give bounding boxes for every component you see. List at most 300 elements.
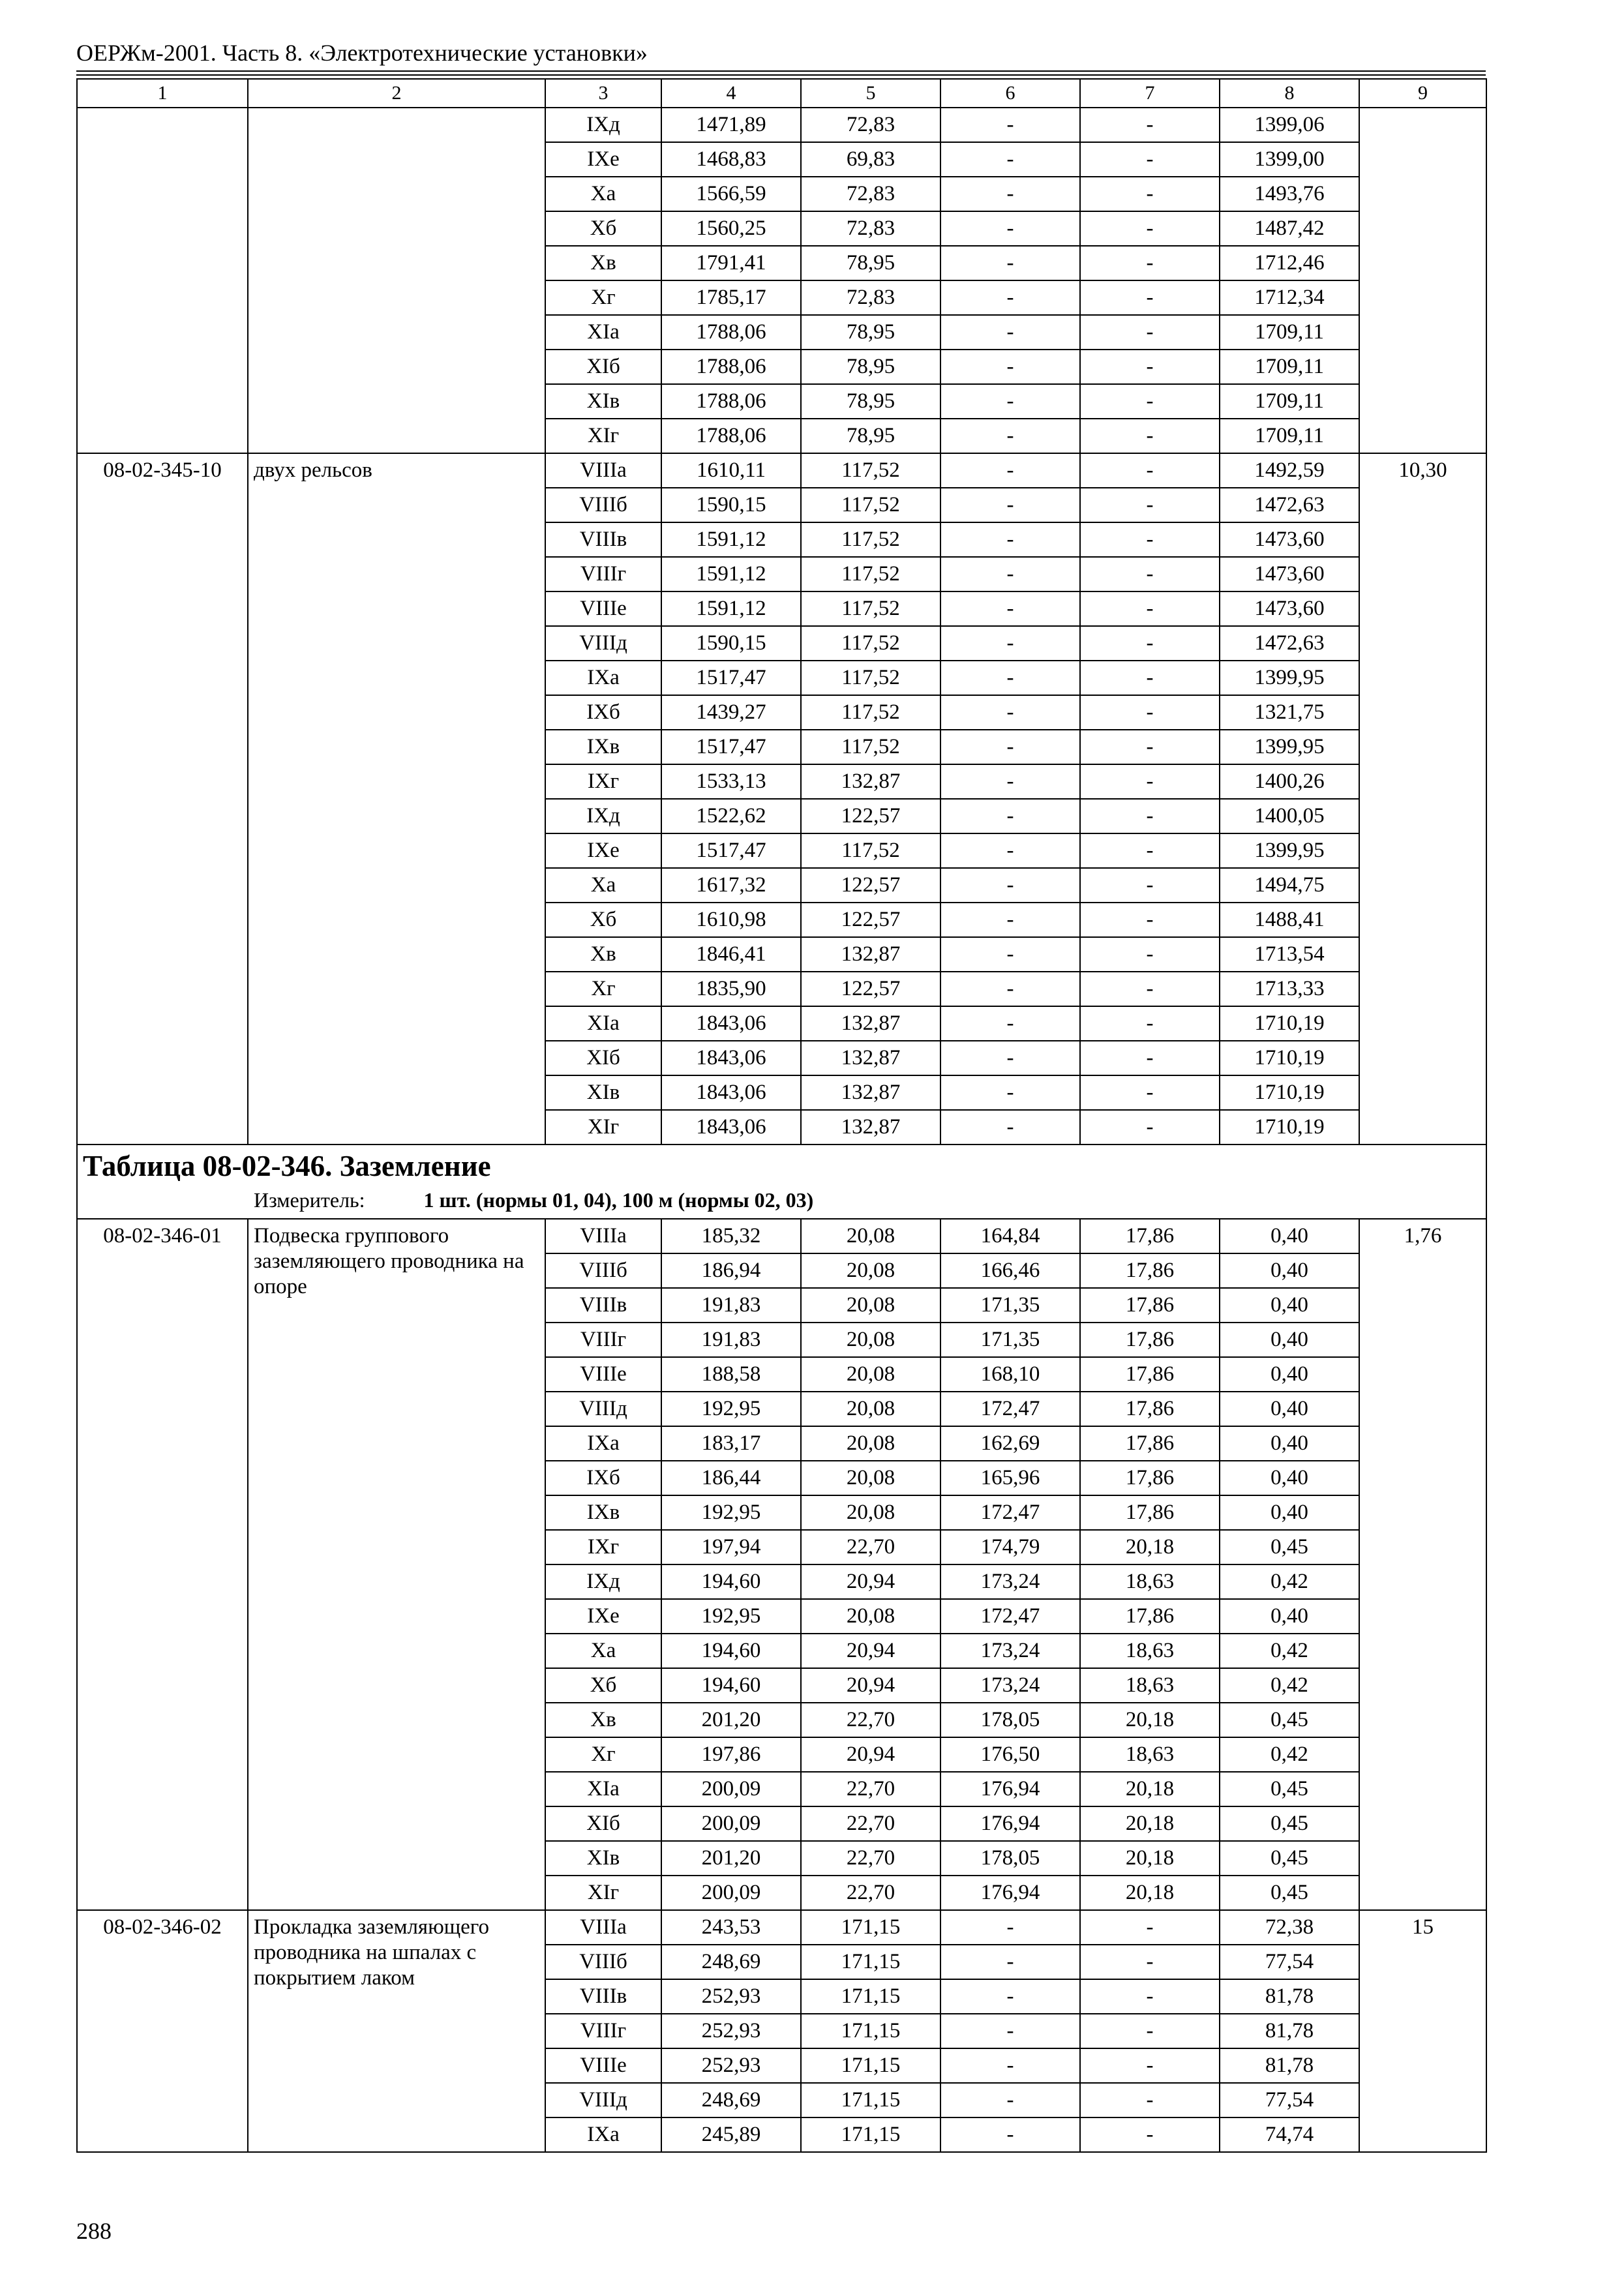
table-cell: 164,84 [940,1219,1080,1253]
table-cell: 0,40 [1220,1253,1359,1288]
table-cell: - [1080,1979,1220,2014]
table-cell: - [1080,557,1220,591]
table-cell: 1846,41 [661,937,801,972]
table-cell: IXв [545,730,661,764]
table-cell: - [940,142,1080,177]
column-number: 4 [661,79,801,108]
table-cell: 178,05 [940,1841,1080,1876]
table-cell: 1788,06 [661,419,801,453]
table-cell: 0,40 [1220,1219,1359,1253]
work-description: Подвеска группового заземляющего проводника на опоре [248,1219,545,1910]
table-cell: 171,15 [801,2048,940,2083]
table-cell: VIIIд [545,626,661,661]
table-cell: XIв [545,384,661,419]
table-cell: 200,09 [661,1806,801,1841]
table-cell: 1473,60 [1220,522,1359,557]
table-cell: 1471,89 [661,108,801,142]
table-cell: - [940,937,1080,972]
table-cell: VIIIг [545,557,661,591]
table-cell: 20,08 [801,1288,940,1323]
table-cell: 1399,95 [1220,833,1359,868]
page-number: 288 [76,2218,112,2244]
table-cell: - [1080,1945,1220,1979]
table-cell: Xа [545,1634,661,1668]
table-cell: 0,42 [1220,1737,1359,1772]
table-cell: Xа [545,868,661,903]
header-rule-secondary [76,74,1486,76]
table-cell: - [1080,2083,1220,2117]
table-cell: 1788,06 [661,350,801,384]
table-cell: 171,15 [801,2014,940,2048]
table-cell: 17,86 [1080,1426,1220,1461]
work-description [248,108,545,453]
table-cell: 22,70 [801,1841,940,1876]
table-cell: 1488,41 [1220,903,1359,937]
table-cell: 1321,75 [1220,695,1359,730]
table-cell: XIг [545,1110,661,1144]
table-cell: 72,83 [801,177,940,211]
table-cell: 18,63 [1080,1737,1220,1772]
table-cell: 0,42 [1220,1634,1359,1668]
table-cell: - [1080,2117,1220,2152]
table-cell: 17,86 [1080,1599,1220,1634]
table-cell: 1843,06 [661,1006,801,1041]
table-cell: 17,86 [1080,1253,1220,1288]
table-cell: 1517,47 [661,661,801,695]
table-cell: Xв [545,1703,661,1737]
table-cell: XIг [545,1876,661,1910]
table-cell: 78,95 [801,246,940,280]
table-cell: VIIIа [545,453,661,488]
table-cell: - [1080,350,1220,384]
table-cell: 0,45 [1220,1841,1359,1876]
column-9-value [1359,108,1486,453]
column-number: 5 [801,79,940,108]
table-cell: - [940,350,1080,384]
table-cell: XIа [545,1772,661,1806]
table-cell: 1709,11 [1220,315,1359,350]
table-cell: 194,60 [661,1634,801,1668]
table-cell: 20,08 [801,1495,940,1530]
table-cell: - [1080,211,1220,246]
table-cell: - [940,315,1080,350]
table-cell: - [940,108,1080,142]
table-cell: 1713,33 [1220,972,1359,1006]
table-cell: - [940,384,1080,419]
table-cell: - [940,1945,1080,1979]
table-cell: 22,70 [801,1530,940,1564]
table-cell: 78,95 [801,384,940,419]
table-cell: 1517,47 [661,730,801,764]
table-cell: 20,18 [1080,1841,1220,1876]
table-cell: 1399,00 [1220,142,1359,177]
table-cell: - [1080,2048,1220,2083]
table-cell: 192,95 [661,1495,801,1530]
table-cell: 117,52 [801,661,940,695]
table-cell: 1843,06 [661,1110,801,1144]
table-cell: IXд [545,799,661,833]
table-cell: 20,08 [801,1253,940,1288]
table-title: Таблица 08-02-346. Заземление [83,1150,491,1182]
table-cell: 20,18 [1080,1806,1220,1841]
column-number: 8 [1220,79,1359,108]
table-cell: 197,94 [661,1530,801,1564]
column-number: 3 [545,79,661,108]
table-cell: Xг [545,280,661,315]
measure-label: Измеритель: [254,1188,365,1212]
table-cell: 1785,17 [661,280,801,315]
table-cell: 185,32 [661,1219,801,1253]
table-cell: IXе [545,142,661,177]
table-cell: 1788,06 [661,315,801,350]
table-cell: 1473,60 [1220,557,1359,591]
table-cell: - [940,1110,1080,1144]
table-cell: IXе [545,833,661,868]
table-cell: 1709,11 [1220,419,1359,453]
table-cell: VIIIд [545,1392,661,1426]
table-cell: 197,86 [661,1737,801,1772]
table-cell: 1591,12 [661,557,801,591]
table-cell: 172,47 [940,1392,1080,1426]
table-cell: VIIIб [545,1253,661,1288]
table-cell: 176,94 [940,1876,1080,1910]
rates-table-body [77,79,1486,2152]
table-cell: XIа [545,315,661,350]
table-cell: 171,35 [940,1323,1080,1357]
table-cell: 1566,59 [661,177,801,211]
table-cell: - [940,695,1080,730]
table-cell: 1712,34 [1220,280,1359,315]
table-cell: 20,18 [1080,1876,1220,1910]
table-cell: 18,63 [1080,1634,1220,1668]
table-cell: 252,93 [661,1979,801,2014]
table-cell: 1493,76 [1220,177,1359,211]
column-number: 1 [77,79,248,108]
table-cell: 77,54 [1220,1945,1359,1979]
table-cell: - [940,488,1080,522]
table-cell: 1709,11 [1220,384,1359,419]
table-cell: VIIIв [545,1979,661,2014]
table-cell: 1791,41 [661,246,801,280]
table-cell: 20,94 [801,1564,940,1599]
table-cell: 18,63 [1080,1668,1220,1703]
table-cell: 1522,62 [661,799,801,833]
table-title-cell [77,1144,1486,1219]
table-cell: 176,50 [940,1737,1080,1772]
norm-code: 08-02-346-02 [77,1910,248,2152]
work-description: двух рельсов [248,453,545,1144]
table-cell: 1439,27 [661,695,801,730]
table-cell: VIIIе [545,1357,661,1392]
table-cell: - [1080,661,1220,695]
table-cell: 1710,19 [1220,1110,1359,1144]
table-cell: 1709,11 [1220,350,1359,384]
table-cell: 1590,15 [661,488,801,522]
table-cell: 1492,59 [1220,453,1359,488]
table-cell: Xг [545,1737,661,1772]
table-cell: Xб [545,903,661,937]
table-cell: - [1080,1075,1220,1110]
table-cell: 1400,26 [1220,764,1359,799]
table-cell: 20,08 [801,1392,940,1426]
table-cell: 78,95 [801,315,940,350]
table-cell: 172,47 [940,1495,1080,1530]
table-cell: - [1080,246,1220,280]
table-cell: 248,69 [661,2083,801,2117]
table-cell: - [940,591,1080,626]
table-cell: 1399,06 [1220,108,1359,142]
table-cell: 1494,75 [1220,868,1359,903]
table-cell: VIIIб [545,1945,661,1979]
table-cell: 1712,46 [1220,246,1359,280]
table-cell: 0,40 [1220,1426,1359,1461]
table-cell: 172,47 [940,1599,1080,1634]
table-cell: 171,15 [801,1910,940,1945]
table-cell: 1713,54 [1220,937,1359,972]
table-cell: 1468,83 [661,142,801,177]
table-cell: 20,94 [801,1737,940,1772]
table-cell: XIв [545,1075,661,1110]
table-cell: 17,86 [1080,1357,1220,1392]
page-header-title: ОЕРЖм-2001. Часть 8. «Электротехнические установки» [76,40,648,66]
table-cell: 186,44 [661,1461,801,1495]
table-cell: 117,52 [801,730,940,764]
table-title-row [77,1144,1486,1219]
table-cell: IXг [545,1530,661,1564]
table-cell: 171,15 [801,1979,940,2014]
table-cell: 1473,60 [1220,591,1359,626]
table-cell: - [1080,626,1220,661]
table-cell: 132,87 [801,937,940,972]
table-cell: 117,52 [801,591,940,626]
rates-table [76,78,1487,2153]
column-9-value: 10,30 [1359,453,1486,1144]
table-cell: IXб [545,1461,661,1495]
table-cell: 173,24 [940,1668,1080,1703]
table-cell: Xб [545,211,661,246]
table-cell: - [1080,868,1220,903]
table-row [77,1219,1486,1253]
table-cell: - [1080,419,1220,453]
norm-code [77,108,248,453]
table-cell: 171,35 [940,1288,1080,1323]
table-cell: 174,79 [940,1530,1080,1564]
table-cell: 20,08 [801,1426,940,1461]
table-cell: XIб [545,1806,661,1841]
table-cell: 0,40 [1220,1495,1359,1530]
table-cell: 20,94 [801,1668,940,1703]
table-cell: 22,70 [801,1876,940,1910]
table-cell: VIIIа [545,1219,661,1253]
table-cell: 117,52 [801,833,940,868]
table-cell: XIб [545,350,661,384]
table-cell: - [940,1041,1080,1075]
column-number: 6 [940,79,1080,108]
table-cell: 72,83 [801,211,940,246]
table-cell: 117,52 [801,557,940,591]
table-cell: IXг [545,764,661,799]
table-cell: - [940,626,1080,661]
table-cell: XIб [545,1041,661,1075]
table-cell: 78,95 [801,419,940,453]
table-cell: 166,46 [940,1253,1080,1288]
table-cell: 122,57 [801,903,940,937]
table-cell: 194,60 [661,1564,801,1599]
table-cell: 74,74 [1220,2117,1359,2152]
table-cell: 1710,19 [1220,1006,1359,1041]
table-cell: 1399,95 [1220,730,1359,764]
table-cell: - [1080,384,1220,419]
table-cell: IXб [545,695,661,730]
table-cell: 117,52 [801,695,940,730]
table-cell: 117,52 [801,488,940,522]
table-cell: 0,40 [1220,1392,1359,1426]
table-cell: 0,45 [1220,1876,1359,1910]
table-cell: 191,83 [661,1288,801,1323]
table-cell: 22,70 [801,1772,940,1806]
table-cell: VIIIг [545,1323,661,1357]
table-cell: - [940,2117,1080,2152]
column-number: 2 [248,79,545,108]
table-cell: 122,57 [801,799,940,833]
table-cell: 1591,12 [661,522,801,557]
table-cell: - [940,903,1080,937]
norm-code: 08-02-345-10 [77,453,248,1144]
table-cell: - [940,2048,1080,2083]
header-rule [76,70,1486,72]
table-cell: 20,94 [801,1634,940,1668]
table-cell: - [940,661,1080,695]
table-cell: 165,96 [940,1461,1080,1495]
table-cell: 171,15 [801,2117,940,2152]
table-cell: 1617,32 [661,868,801,903]
table-cell: 1560,25 [661,211,801,246]
table-cell: - [940,522,1080,557]
table-row [77,453,1486,488]
table-cell: 81,78 [1220,1979,1359,2014]
column-number-header [77,79,1486,108]
table-cell: IXд [545,1564,661,1599]
table-cell: 122,57 [801,972,940,1006]
table-cell: 176,94 [940,1772,1080,1806]
table-cell: 17,86 [1080,1461,1220,1495]
table-cell: 173,24 [940,1564,1080,1599]
table-cell: 1533,13 [661,764,801,799]
table-cell: VIIIг [545,2014,661,2048]
table-cell: - [1080,937,1220,972]
table-cell: 77,54 [1220,2083,1359,2117]
table-cell: VIIIв [545,1288,661,1323]
table-cell: 20,18 [1080,1530,1220,1564]
table-cell: 122,57 [801,868,940,903]
table-cell: - [940,280,1080,315]
table-cell: - [940,557,1080,591]
measure-unit [78,1187,1486,1213]
table-cell: - [1080,453,1220,488]
table-cell: 132,87 [801,1041,940,1075]
table-cell: - [1080,1910,1220,1945]
column-9-value: 1,76 [1359,1219,1486,1910]
table-cell: - [940,419,1080,453]
table-cell: - [940,1979,1080,2014]
measure-value: 1 шт. (нормы 01, 04), 100 м (нормы 02, 03) [423,1188,814,1212]
work-description: Прокладка заземляющего проводника на шпалах с покрытием лаком [248,1910,545,2152]
table-cell: 17,86 [1080,1219,1220,1253]
table-cell: 1487,42 [1220,211,1359,246]
table-cell: 245,89 [661,2117,801,2152]
table-cell: VIIIе [545,2048,661,2083]
table-cell: 168,10 [940,1357,1080,1392]
table-cell: 194,60 [661,1668,801,1703]
table-cell: - [1080,730,1220,764]
table-cell: 1788,06 [661,384,801,419]
table-cell: 178,05 [940,1703,1080,1737]
table-cell: - [1080,522,1220,557]
table-cell: XIв [545,1841,661,1876]
table-cell: 162,69 [940,1426,1080,1461]
table-cell: 0,42 [1220,1668,1359,1703]
column-number: 7 [1080,79,1220,108]
table-cell: 0,45 [1220,1530,1359,1564]
table-cell: 201,20 [661,1841,801,1876]
table-cell: 1710,19 [1220,1041,1359,1075]
table-cell: - [1080,108,1220,142]
table-cell: - [1080,799,1220,833]
table-cell: - [940,972,1080,1006]
table-cell: - [1080,280,1220,315]
table-cell: Xа [545,177,661,211]
table-cell: 192,95 [661,1599,801,1634]
table-cell: 78,95 [801,350,940,384]
table-cell: - [940,246,1080,280]
table-cell: - [1080,903,1220,937]
table-cell: XIг [545,419,661,453]
table-cell: 1610,11 [661,453,801,488]
table-cell: 132,87 [801,1075,940,1110]
table-cell: 132,87 [801,764,940,799]
table-cell: - [1080,972,1220,1006]
table-cell: 188,58 [661,1357,801,1392]
table-cell: - [940,764,1080,799]
table-cell: - [1080,2014,1220,2048]
table-cell: - [1080,315,1220,350]
table-cell: 20,08 [801,1461,940,1495]
table-cell: 0,40 [1220,1599,1359,1634]
table-cell: Xв [545,246,661,280]
table-cell: VIIIа [545,1910,661,1945]
table-cell: VIIIд [545,2083,661,2117]
table-cell: 173,24 [940,1634,1080,1668]
table-cell: 117,52 [801,522,940,557]
table-cell: 186,94 [661,1253,801,1288]
table-cell: 200,09 [661,1772,801,1806]
table-cell: 191,83 [661,1323,801,1357]
table-cell: 1400,05 [1220,799,1359,833]
table-cell: 192,95 [661,1392,801,1426]
table-cell: VIIIб [545,488,661,522]
table-cell: 17,86 [1080,1323,1220,1357]
table-cell: 0,42 [1220,1564,1359,1599]
table-cell: 176,94 [940,1806,1080,1841]
table-cell: - [940,1006,1080,1041]
table-cell: - [940,453,1080,488]
table-cell: 1517,47 [661,833,801,868]
table-cell: 1835,90 [661,972,801,1006]
table-cell: - [1080,1041,1220,1075]
table-cell: 183,17 [661,1426,801,1461]
table-row [77,108,1486,142]
table-cell: 22,70 [801,1806,940,1841]
